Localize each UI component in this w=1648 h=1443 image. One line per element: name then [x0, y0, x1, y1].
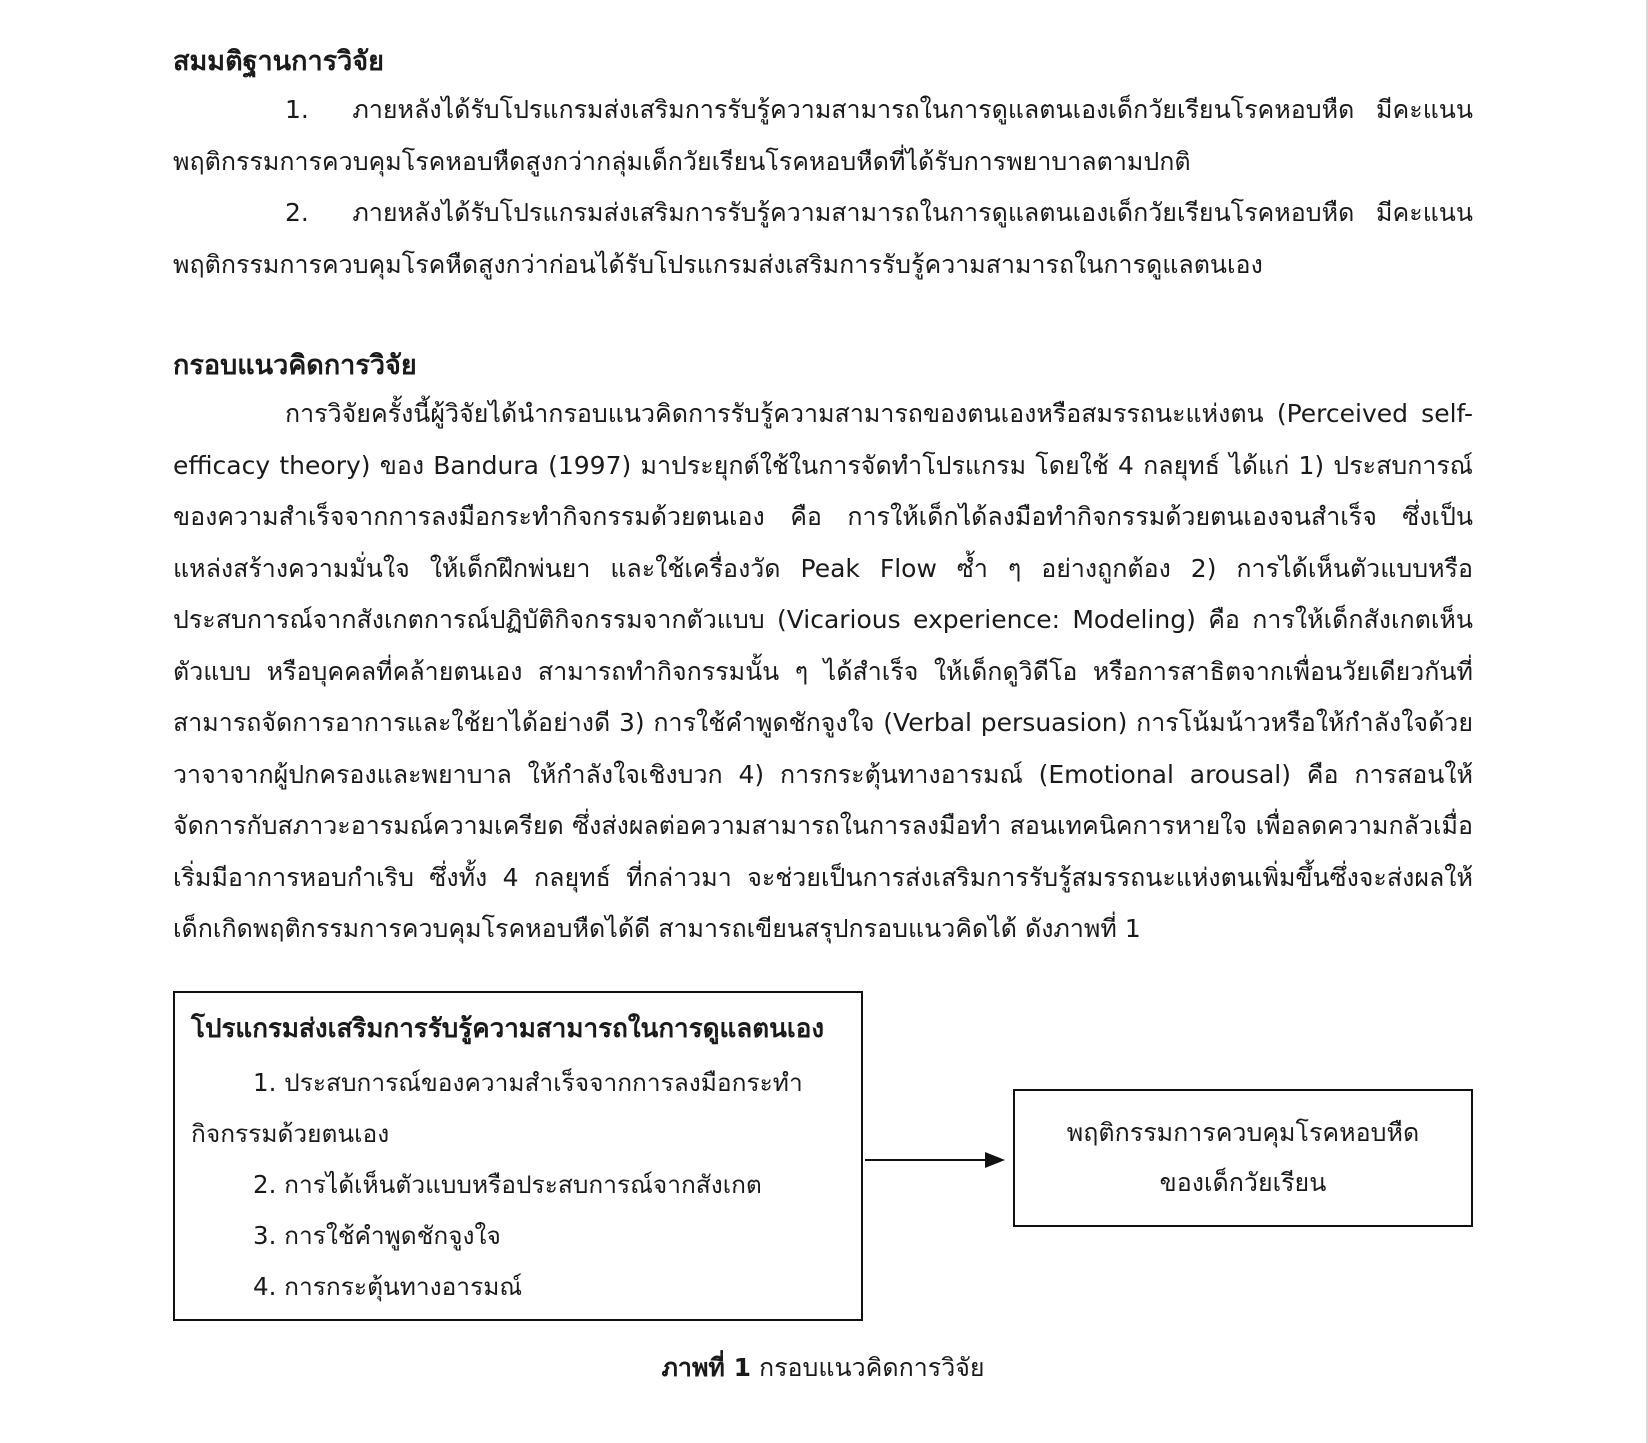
framework-diagram: [173, 991, 1473, 1331]
program-item-2: 2. การได้เห็นตัวแบบหรือประสบการณ์จากสังเกต: [253, 1169, 762, 1199]
program-item-1-line-1: 1. ประสบการณ์ของความสำเร็จจากการลงมือกระทำ: [253, 1067, 803, 1097]
document-page: [173, 40, 1473, 1393]
program-item-4: 4. การกระตุ้นทางอารมณ์: [253, 1271, 523, 1301]
hypothesis-item-2: [173, 187, 1473, 290]
outcome-line-2: ของเด็กวัยเรียน: [1159, 1167, 1327, 1197]
hypothesis-item-1: [173, 84, 1473, 187]
hypothesis-item-1-text: ภายหลังได้รับโปรแกรมส่งเสริมการรับรู้ความสามารถในการดูแลตนเองเด็กวัยเรียนโรคหอบหืด มีคะแนนพฤติกรรมการควบคุมโรคหอบหืดสูงกว่ากลุ่มเด็กวัยเรียนโรคหอบหืดที่ได้รับการพยาบาลตามปกติ: [173, 95, 1473, 176]
figure-caption-text: กรอบแนวคิดการวิจัย: [758, 1352, 985, 1382]
program-box-title: โปรแกรมส่งเสริมการรับรู้ความสามารถในการดูแลตนเอง: [191, 1013, 825, 1044]
figure-caption-label: ภาพที่ 1: [661, 1352, 752, 1382]
program-box: [173, 991, 863, 1321]
outcome-line-1: พฤติกรรมการควบคุมโรคหอบหืด: [1066, 1117, 1420, 1147]
hypothesis-item-1-number: 1.: [285, 95, 309, 124]
section-gap: [173, 290, 1473, 344]
framework-paragraph: การวิจัยครั้งนี้ผู้วิจัยได้นำกรอบแนวคิดการรับรู้ความสามารถของตนเองหรือสมรรถนะแห่งตน (Perceived self-efficacy theory) ของ Bandura (1997) มาประยุกต์ใช้ในการจัดทำโปรแกรม โดยใช้ 4 กลยุทธ์ ได้แก่ 1) ประสบการณ์ของความสำเร็จจากการลงมือกระทำกิจกรรมด้วยตนเอง คือ การให้เด็กได้ลงมือทำกิจกรรมด้วยตนเองจนสำเร็จ ซึ่งเป็นแหล่งสร้างความมั่นใจ ให้เด็กฝึกพ่นยา และใช้เครื่องวัด Peak Flow ซ้ำ ๆ อย่างถูกต้อง 2) การได้เห็นตัวแบบหรือประสบการณ์จากสังเกตการณ์ปฏิบัติกิจกรรมจากตัวแบบ (Vicarious experience: Modeling) คือ การให้เด็กสังเกตเห็นตัวแบบ หรือบุคคลที่คล้ายตนเอง สามารถทำกิจกรรมนั้น ๆ ได้สำเร็จ ให้เด็กดูวิดีโอ หรือการสาธิตจากเพื่อนวัยเดียวกันที่สามารถจัดการอาการและใช้ยาได้อย่างดี 3) การใช้คำพูดชักจูงใจ (Verbal persuasion) การโน้มน้าวหรือให้กำลังใจด้วยวาจาจากผู้ปกครองและพยาบาล ให้กำลังใจเชิงบวก 4) การกระตุ้นทางอารมณ์ (Emotional arousal) คือ การสอนให้จัดการกับสภาวะอารมณ์ความเครียด ซึ่งส่งผลต่อความสามารถในการลงมือทำ สอนเทคนิคการหายใจ เพื่อลดความกลัวเมื่อเริ่มมีอาการหอบกำเริบ ซึ่งทั้ง 4 กลยุทธ์ ที่กล่าวมา จะช่วยเป็นการส่งเสริมการรับรู้สมรรถนะแห่งตนเพิ่มขึ้นซึ่งจะส่งผลให้เด็กเกิดพฤติกรรมการควบคุมโรคหอบหืดได้ดี สามารถเขียนสรุปกรอบแนวคิดได้ ดังภาพที่ 1: [173, 399, 1473, 943]
figure-caption: [173, 1343, 1473, 1393]
hypothesis-item-2-number: 2.: [285, 198, 309, 227]
hypothesis-heading: สมมติฐานการวิจัย: [173, 46, 384, 77]
arrow-right-icon: [865, 1148, 1005, 1172]
framework-heading: กรอบแนวคิดการวิจัย: [173, 350, 417, 381]
program-item-3: 3. การใช้คำพูดชักจูงใจ: [253, 1220, 501, 1250]
hypothesis-item-2-text: ภายหลังได้รับโปรแกรมส่งเสริมการรับรู้ความสามารถในการดูแลตนเองเด็กวัยเรียนโรคหอบหืด มีคะแนนพฤติกรรมการควบคุมโรคหืดสูงกว่าก่อนได้รับโปรแกรมส่งเสริมการรับรู้ความสามารถในการดูแลตนเอง: [173, 198, 1473, 279]
outcome-box: [1013, 1089, 1473, 1227]
program-item-1-line-2: กิจกรรมด้วยตนเอง: [191, 1118, 390, 1148]
